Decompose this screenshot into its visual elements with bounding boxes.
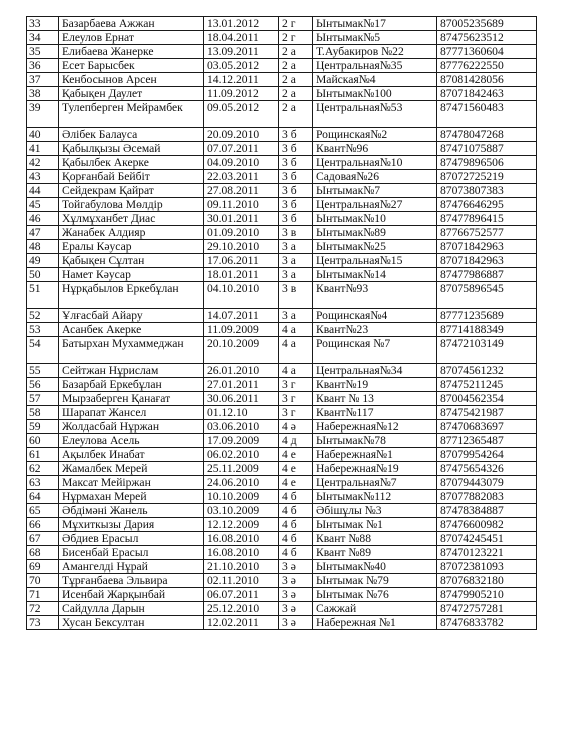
birth-date: 09.05.2012	[204, 101, 279, 128]
birth-date: 30.06.2011	[204, 392, 279, 406]
student-name: Жанабек Алдияр	[59, 226, 204, 240]
row-number: 57	[27, 392, 59, 406]
phone-number: 87071842963	[437, 240, 537, 254]
table-row	[27, 323, 537, 337]
student-name: Намет Кәусар	[59, 268, 204, 282]
birth-date: 21.10.2010	[204, 560, 279, 574]
phone-number: 87475211245	[437, 378, 537, 392]
address: Ынтымак№5	[313, 31, 437, 45]
birth-date: 07.07.2011	[204, 142, 279, 156]
row-number: 46	[27, 212, 59, 226]
address: Ынтымак№78	[313, 434, 437, 448]
class: 3 г	[279, 406, 313, 420]
student-name: Ұлғасбай Айару	[59, 309, 204, 323]
student-name: Жолдасбай Нұржан	[59, 420, 204, 434]
row-number: 45	[27, 198, 59, 212]
address: Рощинская №7	[313, 337, 437, 364]
phone-number: 87471560483	[437, 101, 537, 128]
row-number: 48	[27, 240, 59, 254]
student-name: Нұрмахан Мерей	[59, 490, 204, 504]
birth-date: 06.02.2010	[204, 448, 279, 462]
row-number: 67	[27, 532, 59, 546]
student-name: Елеулова Асель	[59, 434, 204, 448]
table-row	[27, 378, 537, 392]
class: 4 а	[279, 364, 313, 378]
birth-date: 17.06.2011	[204, 254, 279, 268]
class: 3 ә	[279, 574, 313, 588]
row-number: 34	[27, 31, 59, 45]
address: Ынтымак№7	[313, 184, 437, 198]
student-name: Хусан Бексултан	[59, 616, 204, 630]
phone-number: 87076832180	[437, 574, 537, 588]
class: 3 а	[279, 309, 313, 323]
class: 4 б	[279, 490, 313, 504]
phone-number: 87479905210	[437, 588, 537, 602]
student-name: Тойгабулова Мөлдір	[59, 198, 204, 212]
student-name: Ақылбек Инабат	[59, 448, 204, 462]
student-name: Сейтжан Нұрислам	[59, 364, 204, 378]
class: 3 б	[279, 198, 313, 212]
address: Ынтымак№112	[313, 490, 437, 504]
row-number: 66	[27, 518, 59, 532]
student-name: Амангелді Нұрай	[59, 560, 204, 574]
phone-number: 87071842463	[437, 87, 537, 101]
table-row	[27, 45, 537, 59]
class: 3 а	[279, 268, 313, 282]
address: Центральная№10	[313, 156, 437, 170]
table-row	[27, 73, 537, 87]
phone-number: 87075896545	[437, 282, 537, 309]
student-name: Мұхиткызы Дария	[59, 518, 204, 532]
row-number: 61	[27, 448, 59, 462]
row-number: 72	[27, 602, 59, 616]
birth-date: 26.01.2010	[204, 364, 279, 378]
row-number: 70	[27, 574, 59, 588]
class: 3 ә	[279, 602, 313, 616]
address: Квант № 13	[313, 392, 437, 406]
table-row	[27, 198, 537, 212]
address: Квант№19	[313, 378, 437, 392]
address: Квант№23	[313, 323, 437, 337]
table-row	[27, 170, 537, 184]
phone-number: 87776222550	[437, 59, 537, 73]
address: Центральная№27	[313, 198, 437, 212]
phone-number: 87005235689	[437, 17, 537, 31]
student-name: Тұрғанбаева Эльвира	[59, 574, 204, 588]
address: Квант№93	[313, 282, 437, 309]
phone-number: 87470683697	[437, 420, 537, 434]
class: 2 а	[279, 101, 313, 128]
row-number: 73	[27, 616, 59, 630]
table-row	[27, 490, 537, 504]
birth-date: 02.11.2010	[204, 574, 279, 588]
class: 3 б	[279, 170, 313, 184]
table-row	[27, 546, 537, 560]
table-row	[27, 17, 537, 31]
class: 2 г	[279, 17, 313, 31]
birth-date: 03.05.2012	[204, 59, 279, 73]
birth-date: 12.02.2011	[204, 616, 279, 630]
birth-date: 27.01.2011	[204, 378, 279, 392]
class: 4 а	[279, 337, 313, 364]
birth-date: 17.09.2009	[204, 434, 279, 448]
class: 3 г	[279, 378, 313, 392]
address: Рощинская№2	[313, 128, 437, 142]
table-row	[27, 560, 537, 574]
table-row	[27, 406, 537, 420]
table-row	[27, 101, 537, 128]
birth-date: 04.09.2010	[204, 156, 279, 170]
student-name: Кенбосынов Арсен	[59, 73, 204, 87]
student-name: Әбдімәні Жанель	[59, 504, 204, 518]
student-name: Қабықен Сұлтан	[59, 254, 204, 268]
table-row	[27, 142, 537, 156]
phone-number: 87771235689	[437, 309, 537, 323]
row-number: 63	[27, 476, 59, 490]
student-name: Сейдекрам Қайрат	[59, 184, 204, 198]
phone-number: 87081428056	[437, 73, 537, 87]
table-row	[27, 448, 537, 462]
student-name: Қабылқызы Әсемай	[59, 142, 204, 156]
table-row	[27, 268, 537, 282]
student-name: Қабықен Даулет	[59, 87, 204, 101]
table-row	[27, 337, 537, 364]
class: 3 б	[279, 184, 313, 198]
phone-number: 87071842963	[437, 254, 537, 268]
phone-number: 87475421987	[437, 406, 537, 420]
address: Сажжай	[313, 602, 437, 616]
row-number: 52	[27, 309, 59, 323]
row-number: 36	[27, 59, 59, 73]
table-row	[27, 420, 537, 434]
address: Квант №88	[313, 532, 437, 546]
row-number: 49	[27, 254, 59, 268]
table-row	[27, 87, 537, 101]
birth-date: 18.04.2011	[204, 31, 279, 45]
table-row	[27, 364, 537, 378]
birth-date: 01.12.10	[204, 406, 279, 420]
row-number: 56	[27, 378, 59, 392]
phone-number: 87477986887	[437, 268, 537, 282]
phone-number: 87476600982	[437, 518, 537, 532]
phone-number: 87072725219	[437, 170, 537, 184]
row-number: 47	[27, 226, 59, 240]
student-name: Ералы Кәусар	[59, 240, 204, 254]
birth-date: 25.12.2010	[204, 602, 279, 616]
address: Квант №89	[313, 546, 437, 560]
student-name: Жамалбек Мерей	[59, 462, 204, 476]
address: Майская№4	[313, 73, 437, 87]
student-name: Елибаева Жанерке	[59, 45, 204, 59]
phone-number: 87478384887	[437, 504, 537, 518]
address: Центральная№35	[313, 59, 437, 73]
address: Ынтымак №76	[313, 588, 437, 602]
phone-number: 87478047268	[437, 128, 537, 142]
table-row	[27, 476, 537, 490]
student-name: Нұрқабылов Еркебұлан	[59, 282, 204, 309]
class: 3 а	[279, 254, 313, 268]
student-name: Қорғанбай Бейбіт	[59, 170, 204, 184]
table-row	[27, 31, 537, 45]
birth-date: 20.09.2010	[204, 128, 279, 142]
phone-number: 87073807383	[437, 184, 537, 198]
student-name: Максат Мейіржан	[59, 476, 204, 490]
address: Набережная №1	[313, 616, 437, 630]
class: 4 б	[279, 546, 313, 560]
phone-number: 87074245451	[437, 532, 537, 546]
phone-number: 87072381093	[437, 560, 537, 574]
class: 3 б	[279, 142, 313, 156]
address: Ынтымак№89	[313, 226, 437, 240]
birth-date: 27.08.2011	[204, 184, 279, 198]
phone-number: 87004562354	[437, 392, 537, 406]
student-name: Базарбай Еркебұлан	[59, 378, 204, 392]
class: 3 ә	[279, 588, 313, 602]
address: Центральная№15	[313, 254, 437, 268]
row-number: 59	[27, 420, 59, 434]
table-row	[27, 588, 537, 602]
row-number: 55	[27, 364, 59, 378]
address: Ынтымак№17	[313, 17, 437, 31]
birth-date: 29.10.2010	[204, 240, 279, 254]
table-row	[27, 282, 537, 309]
address: Центральная№34	[313, 364, 437, 378]
birth-date: 22.03.2011	[204, 170, 279, 184]
birth-date: 11.09.2009	[204, 323, 279, 337]
row-number: 51	[27, 282, 59, 309]
row-number: 53	[27, 323, 59, 337]
address: Ынтымак№100	[313, 87, 437, 101]
row-number: 64	[27, 490, 59, 504]
class: 2 а	[279, 87, 313, 101]
student-name: Сайдулла Дарын	[59, 602, 204, 616]
row-number: 69	[27, 560, 59, 574]
phone-number: 87771360604	[437, 45, 537, 59]
phone-number: 87479896506	[437, 156, 537, 170]
phone-number: 87471075887	[437, 142, 537, 156]
class: 4 а	[279, 323, 313, 337]
address: Ынтымак№40	[313, 560, 437, 574]
student-name: Есет Барысбек	[59, 59, 204, 73]
student-name: Базарбаева Ажжан	[59, 17, 204, 31]
table-row	[27, 226, 537, 240]
row-number: 38	[27, 87, 59, 101]
phone-number: 87714188349	[437, 323, 537, 337]
birth-date: 09.11.2010	[204, 198, 279, 212]
table-row	[27, 574, 537, 588]
birth-date: 03.10.2009	[204, 504, 279, 518]
phone-number: 87712365487	[437, 434, 537, 448]
class: 4 б	[279, 504, 313, 518]
class: 2 а	[279, 45, 313, 59]
table-row	[27, 156, 537, 170]
table-row	[27, 532, 537, 546]
row-number: 65	[27, 504, 59, 518]
student-table	[26, 16, 537, 630]
table-row	[27, 616, 537, 630]
phone-number: 87472103149	[437, 337, 537, 364]
student-name: Бисенбай Ерасыл	[59, 546, 204, 560]
phone-number: 87766752577	[437, 226, 537, 240]
address: Ынтымак №79	[313, 574, 437, 588]
phone-number: 87079443079	[437, 476, 537, 490]
class: 3 б	[279, 212, 313, 226]
class: 4 ә	[279, 420, 313, 434]
birth-date: 14.07.2011	[204, 309, 279, 323]
phone-number: 87077882083	[437, 490, 537, 504]
birth-date: 11.09.2012	[204, 87, 279, 101]
row-number: 71	[27, 588, 59, 602]
phone-number: 87475623512	[437, 31, 537, 45]
phone-number: 87476646295	[437, 198, 537, 212]
table-row	[27, 254, 537, 268]
address: Т.Аубакиров №22	[313, 45, 437, 59]
student-name: Шарапат Жансел	[59, 406, 204, 420]
address: Рощинская№4	[313, 309, 437, 323]
address: Набережная№12	[313, 420, 437, 434]
table-row	[27, 59, 537, 73]
birth-date: 14.12.2011	[204, 73, 279, 87]
birth-date: 13.09.2011	[204, 45, 279, 59]
class: 2 г	[279, 31, 313, 45]
table-row	[27, 602, 537, 616]
class: 2 а	[279, 59, 313, 73]
address: Квант№117	[313, 406, 437, 420]
class: 3 в	[279, 282, 313, 309]
address: Ынтымак №1	[313, 518, 437, 532]
phone-number: 87476833782	[437, 616, 537, 630]
address: Ынтымак№14	[313, 268, 437, 282]
row-number: 33	[27, 17, 59, 31]
student-name: Елеулов Ернат	[59, 31, 204, 45]
table-row	[27, 128, 537, 142]
address: Набережная№1	[313, 448, 437, 462]
table-row	[27, 184, 537, 198]
class: 3 ә	[279, 616, 313, 630]
row-number: 60	[27, 434, 59, 448]
row-number: 58	[27, 406, 59, 420]
table-row	[27, 240, 537, 254]
student-name: Тулепберген Мейрамбек	[59, 101, 204, 128]
table-row	[27, 212, 537, 226]
table-row	[27, 518, 537, 532]
class: 4 е	[279, 448, 313, 462]
class: 4 б	[279, 518, 313, 532]
address: Әбішұлы №3	[313, 504, 437, 518]
class: 4 б	[279, 532, 313, 546]
row-number: 41	[27, 142, 59, 156]
class: 3 г	[279, 392, 313, 406]
row-number: 50	[27, 268, 59, 282]
birth-date: 10.10.2009	[204, 490, 279, 504]
class: 3 а	[279, 240, 313, 254]
address: Центральная№53	[313, 101, 437, 128]
birth-date: 01.09.2010	[204, 226, 279, 240]
row-number: 39	[27, 101, 59, 128]
birth-date: 20.10.2009	[204, 337, 279, 364]
table-row	[27, 504, 537, 518]
row-number: 40	[27, 128, 59, 142]
birth-date: 06.07.2011	[204, 588, 279, 602]
birth-date: 25.11.2009	[204, 462, 279, 476]
student-name: Батырхан Мухаммеджан	[59, 337, 204, 364]
class: 2 а	[279, 73, 313, 87]
phone-number: 87074561232	[437, 364, 537, 378]
phone-number: 87472757281	[437, 602, 537, 616]
class: 3 б	[279, 128, 313, 142]
birth-date: 30.01.2011	[204, 212, 279, 226]
address: Ынтымак№10	[313, 212, 437, 226]
birth-date: 16.08.2010	[204, 532, 279, 546]
birth-date: 04.10.2010	[204, 282, 279, 309]
row-number: 44	[27, 184, 59, 198]
student-name: Әбдиев Ерасыл	[59, 532, 204, 546]
row-number: 68	[27, 546, 59, 560]
class: 4 д	[279, 434, 313, 448]
student-name: Асанбек Акерке	[59, 323, 204, 337]
birth-date: 13.01.2012	[204, 17, 279, 31]
birth-date: 24.06.2010	[204, 476, 279, 490]
address: Центральная№7	[313, 476, 437, 490]
address: Ынтымак№25	[313, 240, 437, 254]
row-number: 62	[27, 462, 59, 476]
birth-date: 18.01.2011	[204, 268, 279, 282]
class: 3 в	[279, 226, 313, 240]
address: Набережная№19	[313, 462, 437, 476]
phone-number: 87470123221	[437, 546, 537, 560]
phone-number: 87475654326	[437, 462, 537, 476]
table-row	[27, 434, 537, 448]
address: Садовая№26	[313, 170, 437, 184]
student-name: Хұлмұханбет Диас	[59, 212, 204, 226]
phone-number: 87477896415	[437, 212, 537, 226]
table-row	[27, 392, 537, 406]
student-name: Мырзаберген Қанағат	[59, 392, 204, 406]
row-number: 43	[27, 170, 59, 184]
student-name: Исенбай Жарқынбай	[59, 588, 204, 602]
row-number: 42	[27, 156, 59, 170]
class: 3 ә	[279, 560, 313, 574]
phone-number: 87079954264	[437, 448, 537, 462]
student-name: Әлібек Балауса	[59, 128, 204, 142]
row-number: 54	[27, 337, 59, 364]
table-row	[27, 462, 537, 476]
class: 4 е	[279, 476, 313, 490]
student-name: Қабылбек Акерке	[59, 156, 204, 170]
birth-date: 03.06.2010	[204, 420, 279, 434]
row-number: 37	[27, 73, 59, 87]
row-number: 35	[27, 45, 59, 59]
birth-date: 12.12.2009	[204, 518, 279, 532]
class: 3 б	[279, 156, 313, 170]
address: Квант№96	[313, 142, 437, 156]
class: 4 е	[279, 462, 313, 476]
birth-date: 16.08.2010	[204, 546, 279, 560]
table-row	[27, 309, 537, 323]
